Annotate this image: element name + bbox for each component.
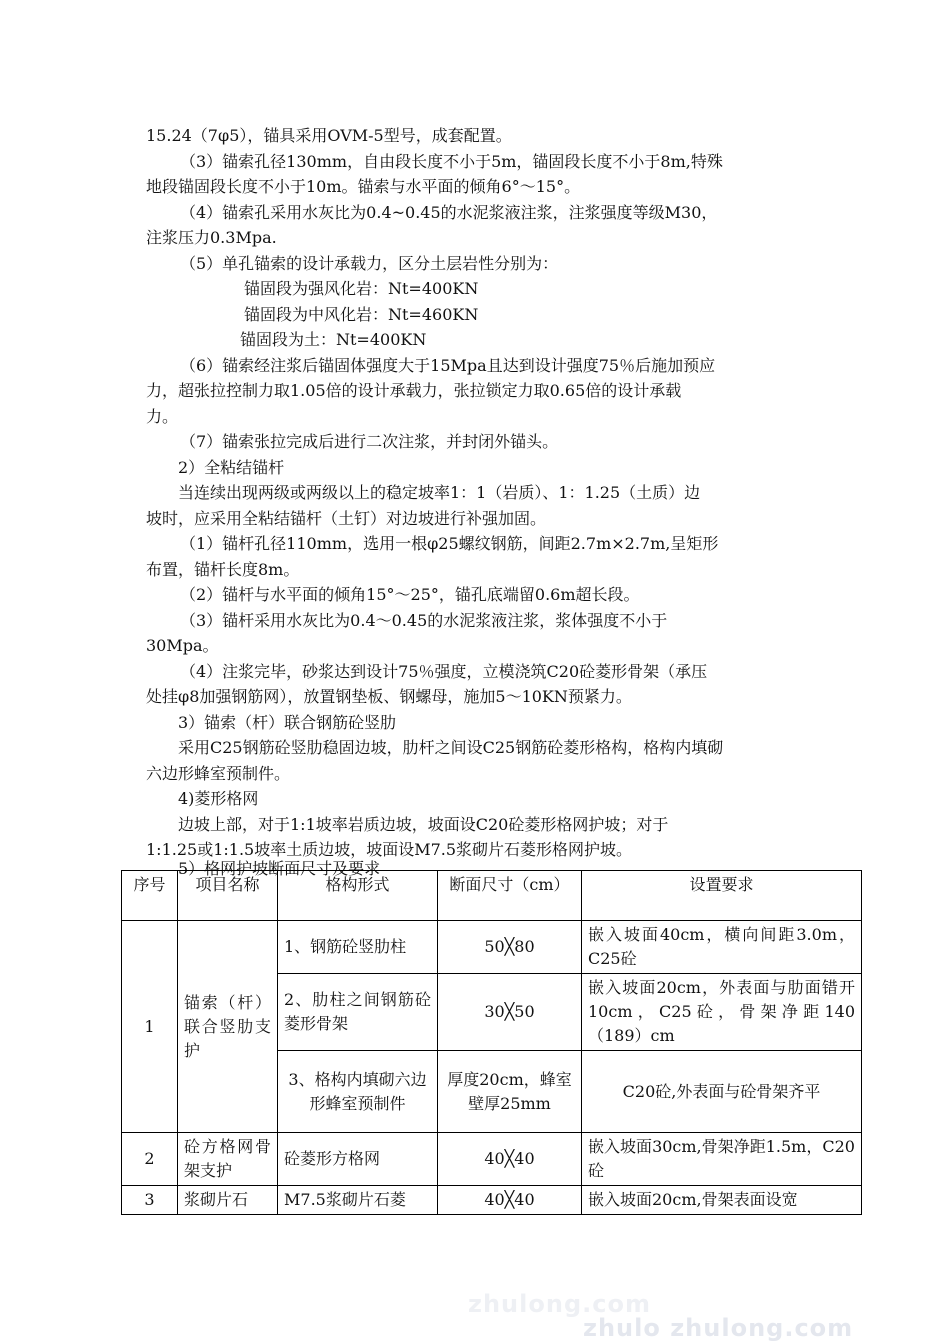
text-line: 注浆压力0.3Mpa. xyxy=(146,228,277,247)
watermark-text: zhulong.com xyxy=(468,1290,651,1318)
row-size: 30╳50 xyxy=(438,974,582,1051)
table-row xyxy=(122,921,862,974)
text-line: （6）锚索经注浆后锚固体强度大于15Mpa且达到设计强度75％后施加预应 xyxy=(180,356,716,375)
text-line: （3）锚杆采用水灰比为0.4～0.45的水泥浆液注浆，浆体强度不小于 xyxy=(180,611,668,630)
text-line: 30Mpa。 xyxy=(146,636,219,655)
spec-table xyxy=(121,870,862,1215)
header-no: 序号 xyxy=(122,871,178,921)
row-requirement: 嵌入坡面30cm,骨架净距1.5m，C20砼 xyxy=(582,1133,862,1186)
table-row xyxy=(122,1133,862,1186)
text-line: 处挂φ8加强钢筋网），放置钢垫板、钢螺母，施加5～10KN预紧力。 xyxy=(146,687,632,706)
row-requirement: 嵌入坡面20cm,骨架表面设宽 xyxy=(582,1186,862,1215)
row-size: 40╳40 xyxy=(438,1133,582,1186)
text-line: 坡时，应采用全粘结锚杆（土钉）对边坡进行补强加固。 xyxy=(146,509,547,528)
row-number: 2 xyxy=(122,1133,178,1186)
row-size: 50╳80 xyxy=(438,921,582,974)
header-form: 格构形式 xyxy=(278,871,438,921)
row-requirement: 嵌入坡面40cm，横向间距3.0m，C25砼 xyxy=(582,921,862,974)
row-requirement: 嵌入坡面20cm，外表面与肋面错开10cm，C25砼，骨架净距140（189）cm xyxy=(582,974,862,1051)
section-heading: 4)菱形格网 xyxy=(178,789,259,808)
text-line: 六边形蜂室预制件。 xyxy=(146,764,291,783)
text-line: 力。 xyxy=(146,407,179,426)
row-number: 3 xyxy=(122,1186,178,1215)
section-heading: 3）锚索（杆）联合钢筋砼竖肋 xyxy=(178,713,397,732)
header-name: 项目名称 xyxy=(178,871,278,921)
text-line: （1）锚杆孔径110mm，选用一根φ25螺纹钢筋，间距2.7m×2.7m,呈矩形 xyxy=(180,534,719,553)
header-requirement: 设置要求 xyxy=(582,871,862,921)
text-line: （4）注浆完毕，砂浆达到设计75％强度，立模浇筑C20砼菱形骨架（承压 xyxy=(180,662,708,681)
text-line: 锚固段为中风化岩：Nt=460KN xyxy=(244,305,479,324)
text-line: 采用C25钢筋砼竖肋稳固边坡，肋杆之间设C25钢筋砼菱形格构，格构内填砌 xyxy=(178,738,724,757)
table-row xyxy=(122,1186,862,1215)
text-line: 力，超张拉控制力取1.05倍的设计承载力，张拉锁定力取0.65倍的设计承载 xyxy=(146,381,682,400)
text-line: 15.24（7φ5），锚具采用OVM-5型号，成套配置。 xyxy=(146,126,512,145)
text-line: 锚固段为强风化岩：Nt=400KN xyxy=(244,279,479,298)
row-form: 砼菱形方格网 xyxy=(278,1133,438,1186)
section-heading: 5）格网护坡断面尺寸及要求 xyxy=(178,859,381,878)
row-size: 厚度20cm，蜂室壁厚25mm xyxy=(438,1051,582,1133)
header-size: 断面尺寸（cm） xyxy=(438,871,582,921)
row-form: 2、肋柱之间钢筋砼菱形骨架 xyxy=(278,974,438,1051)
text-line: 布置，锚杆长度8m。 xyxy=(146,560,300,579)
text-line: 1:1.25或1:1.5坡率土质边坡，坡面设M7.5浆砌片石菱形格网护坡。 xyxy=(146,840,633,859)
row-size: 40╳40 xyxy=(438,1186,582,1215)
row-form: 1、钢筋砼竖肋柱 xyxy=(278,921,438,974)
row-form: M7.5浆砌片石菱 xyxy=(278,1186,438,1215)
text-line: （4）锚索孔采用水灰比为0.4~0.45的水泥浆液注浆，注浆强度等级M30， xyxy=(180,203,718,222)
row-number: 1 xyxy=(122,921,178,1133)
text-line: 地段锚固段长度不小于10m。锚索与水平面的倾角6°～15°。 xyxy=(146,177,581,196)
section-heading: 2）全粘结锚杆 xyxy=(178,458,285,477)
row-item-name: 锚索（杆）联合竖肋支护 xyxy=(178,921,278,1133)
text-line: 锚固段为土：Nt=400KN xyxy=(240,330,427,349)
row-item-name: 砼方格网骨架支护 xyxy=(178,1133,278,1186)
row-requirement: C20砼,外表面与砼骨架齐平 xyxy=(582,1051,862,1133)
row-item-name: 浆砌片石 xyxy=(178,1186,278,1215)
text-line: （5）单孔锚索的设计承载力，区分土层岩性分别为： xyxy=(180,254,559,273)
text-line: 边坡上部，对于1:1坡率岩质边坡，坡面设C20砼菱形格网护坡；对于 xyxy=(178,815,669,834)
table-header-row xyxy=(122,871,862,921)
watermark-text: zhulo zhulong.com xyxy=(583,1314,854,1342)
text-line: （2）锚杆与水平面的倾角15°～25°，锚孔底端留0.6m超长段。 xyxy=(180,585,640,604)
row-form: 3、格构内填砌六边形蜂室预制件 xyxy=(278,1051,438,1133)
text-line: （3）锚索孔径130mm，自由段长度不小于5m，锚固段长度不小于8m,特殊 xyxy=(180,152,723,171)
text-line: （7）锚索张拉完成后进行二次注浆，并封闭外锚头。 xyxy=(180,432,559,451)
text-line: 当连续出现两级或两级以上的稳定坡率1：1（岩质）、1：1.25（土质）边 xyxy=(178,483,701,502)
